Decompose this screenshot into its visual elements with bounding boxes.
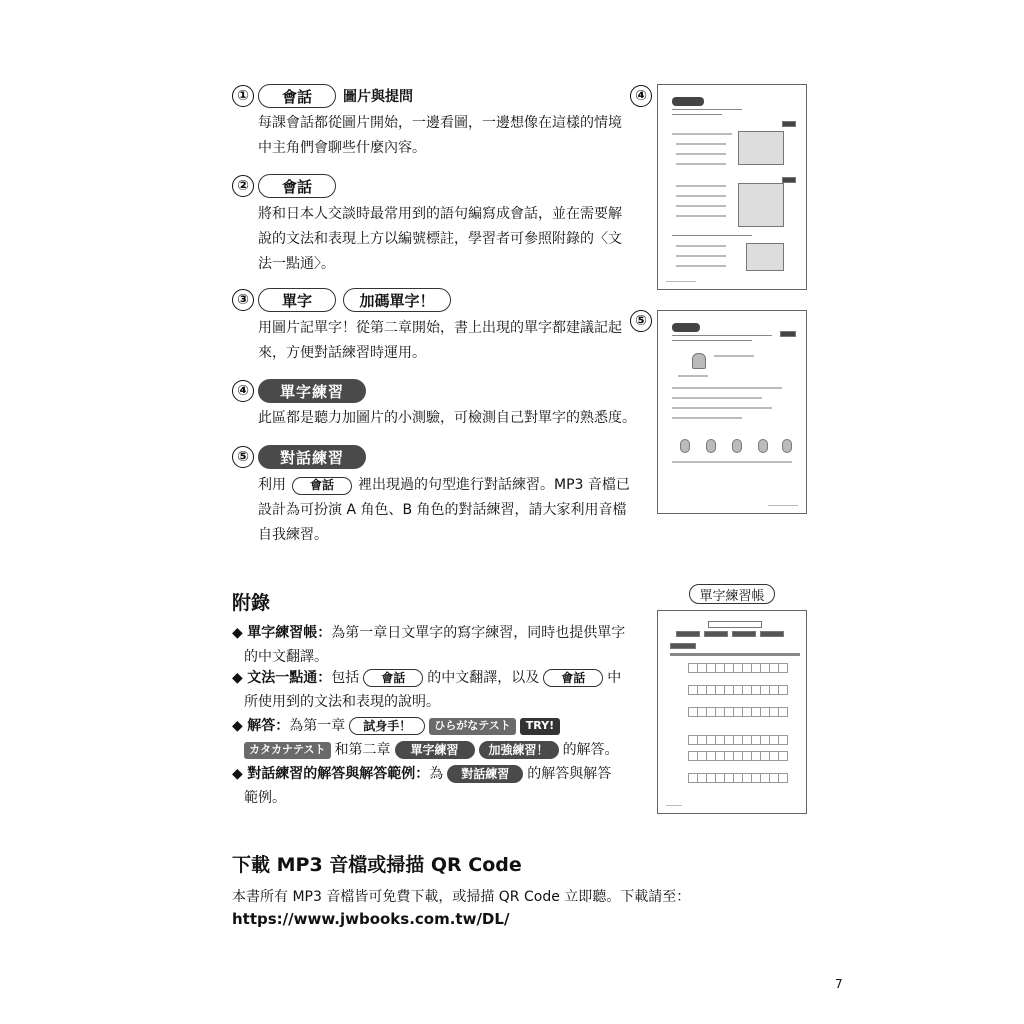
conversation-pill-inline: 會話 — [543, 669, 603, 687]
text-line: 說的文法和表現上方以編號標註，學習者可參照附錄的〈文 — [258, 231, 622, 247]
download-text: 本書所有 MP3 音檔皆可免費下載，或掃描 QR Code 立即聽。下載請至： — [232, 889, 691, 905]
text-line: 此區都是聽力加圖片的小測驗，可檢測自己對單字的熟悉度。 — [258, 410, 636, 426]
bullet-heading: 文法一點通： — [247, 670, 332, 686]
bullet-heading: 解答： — [247, 718, 290, 734]
page-number: 7 — [835, 977, 843, 991]
conversation-pill: 會話 — [258, 174, 336, 198]
section-1-subtitle: 圖片與提問 — [343, 89, 413, 105]
vocabulary-practice-thumbnail — [657, 84, 807, 290]
text-line: 設計為可扮演 A 角色、B 角色的對話練習，請大家利用音檔 — [258, 502, 627, 518]
vocabulary-notebook-label: 單字練習帳 — [689, 584, 775, 604]
section-number-3: ③ — [232, 289, 254, 311]
bullet-glyph: ◆ — [232, 718, 248, 734]
appendix-bullet-2-cont: 所使用到的文法和表現的說明。 — [244, 694, 440, 710]
try-tag: TRY! — [520, 718, 560, 735]
download-url-link[interactable]: https://www.jwbooks.com.tw/DL/ — [232, 910, 510, 928]
download-title: 下載 MP3 音檔或掃描 QR Code — [232, 854, 522, 876]
conversation-pill-inline: 會話 — [363, 669, 423, 687]
dialogue-practice-pill: 對話練習 — [258, 445, 366, 469]
bullet-text: 的解答。 — [562, 742, 619, 758]
section-2-text — [258, 202, 622, 277]
text-fragment: 裡出現過的句型進行對話練習。MP3 音檔已 — [358, 477, 630, 493]
appendix-bullet-4-cont: 範例。 — [244, 790, 286, 806]
text-line: 自我練習。 — [258, 527, 328, 543]
section-number-4: ④ — [232, 380, 254, 402]
dialogue-practice-thumbnail — [657, 310, 807, 514]
section-1-text — [258, 111, 622, 161]
thumbnail-number-4: ④ — [630, 85, 652, 107]
conversation-pill: 會話 — [258, 84, 336, 108]
bullet-glyph: ◆ — [232, 766, 248, 782]
bullet-text: 包括 — [331, 670, 360, 686]
katakana-test-tag: カタカナテスト — [244, 742, 331, 759]
text-line: 將和日本人交談時最常用到的語句編寫成會話，並在需要解 — [258, 206, 622, 222]
bullet-text: 中 — [607, 670, 622, 686]
section-number-2: ② — [232, 175, 254, 197]
section-5-text — [258, 473, 630, 548]
appendix-title: 附錄 — [232, 592, 271, 614]
appendix-bullet-2 — [232, 666, 621, 690]
bullet-text: 的中文翻譯，以及 — [427, 670, 540, 686]
bullet-text: 的解答與解答 — [527, 766, 612, 782]
section-number-5: ⑤ — [232, 446, 254, 468]
bullet-text: 為 — [429, 766, 444, 782]
hiragana-test-tag: ひらがなテスト — [429, 718, 516, 735]
bullet-glyph: ◆ — [232, 670, 248, 686]
conversation-pill-inline: 會話 — [292, 477, 352, 495]
text-line: 法一點通〉。 — [258, 256, 335, 272]
bullet-heading: 單字練習帳： — [247, 625, 332, 641]
bullet-text: 為第一章 — [289, 718, 346, 734]
dialogue-practice-pill-inline: 對話練習 — [447, 765, 523, 783]
appendix-bullet-3-cont — [244, 738, 619, 762]
section-3-text — [258, 316, 622, 366]
text-line: 每課會話都從圖片開始，一邊看圖，一邊想像在這樣的情境 — [258, 115, 622, 131]
extra-practice-pill-inline: 加強練習！ — [479, 741, 559, 759]
bonus-vocabulary-pill: 加碼單字！ — [343, 288, 451, 312]
text-line — [258, 473, 630, 498]
vocabulary-practice-pill: 單字練習 — [258, 379, 366, 403]
appendix-bullet-4 — [232, 762, 611, 786]
appendix-bullet-1-cont: 的中文翻譯。 — [244, 649, 328, 665]
bullet-heading: 對話練習的解答與解答範例： — [247, 766, 430, 782]
vocabulary-pill: 單字 — [258, 288, 336, 312]
try-yourself-pill: 試身手！ — [349, 717, 425, 735]
text-line: 來，方便對話練習時運用。 — [258, 345, 426, 361]
appendix-bullet-1: ◆ 單字練習帳：為第一章日文單字的寫字練習，同時也提供單字 — [232, 625, 626, 641]
thumbnail-number-5: ⑤ — [630, 310, 652, 332]
bullet-text: 為第一章日文單字的寫字練習，同時也提供單字 — [331, 625, 626, 641]
vocabulary-notebook-thumbnail — [657, 610, 807, 814]
bullet-text: 和第二章 — [334, 742, 391, 758]
vocabulary-practice-pill-inline: 單字練習 — [395, 741, 475, 759]
text-fragment: 利用 — [258, 477, 286, 493]
section-4-text — [258, 406, 636, 431]
appendix-bullet-3 — [232, 714, 560, 738]
section-number-1: ① — [232, 85, 254, 107]
text-line: 用圖片記單字！從第二章開始，書上出現的單字都建議記起 — [258, 320, 622, 336]
text-line: 中主角們會聊些什麼內容。 — [258, 140, 426, 156]
